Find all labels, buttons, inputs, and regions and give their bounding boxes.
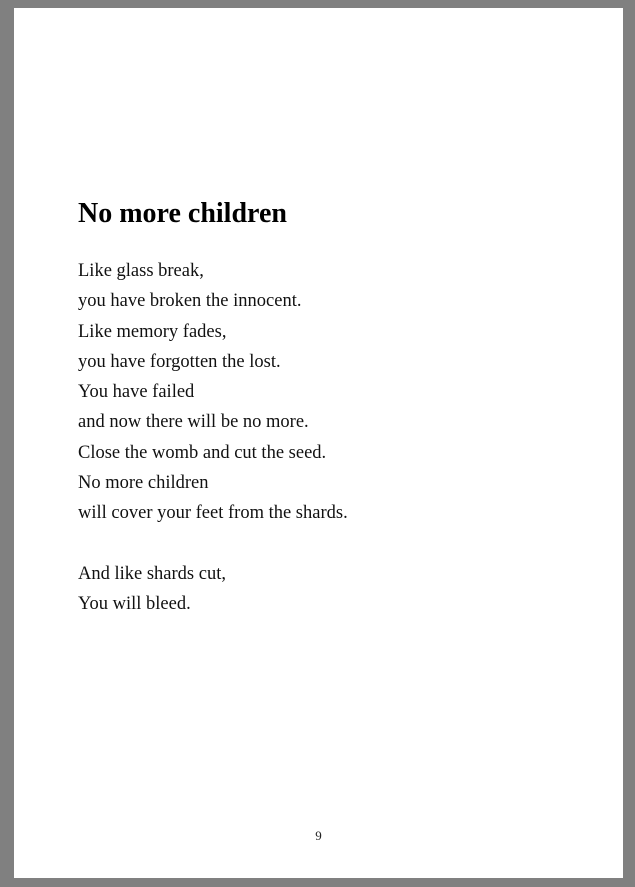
poem-line: And like shards cut, — [78, 564, 226, 584]
poem-title: No more children — [78, 198, 287, 229]
stanza-2 — [78, 559, 226, 620]
poem-line: No more children — [78, 473, 209, 494]
poem-line: You have failed — [78, 382, 195, 403]
stanza-1 — [78, 256, 348, 529]
poem-line: Like glass break, — [78, 261, 204, 281]
poem-line: and now there will be no more. — [78, 412, 309, 433]
page-number: 9 — [315, 828, 322, 843]
poem-line: will cover your feet from the shards. — [78, 503, 348, 524]
poem-line: Close the womb and cut the seed. — [78, 442, 327, 463]
poem-line: you have broken the innocent. — [78, 291, 302, 312]
poem-line: you have forgotten the lost. — [78, 351, 281, 372]
poem-line: Like memory fades, — [78, 321, 227, 342]
document-page — [14, 8, 623, 878]
poem-line: You will bleed. — [78, 594, 191, 615]
